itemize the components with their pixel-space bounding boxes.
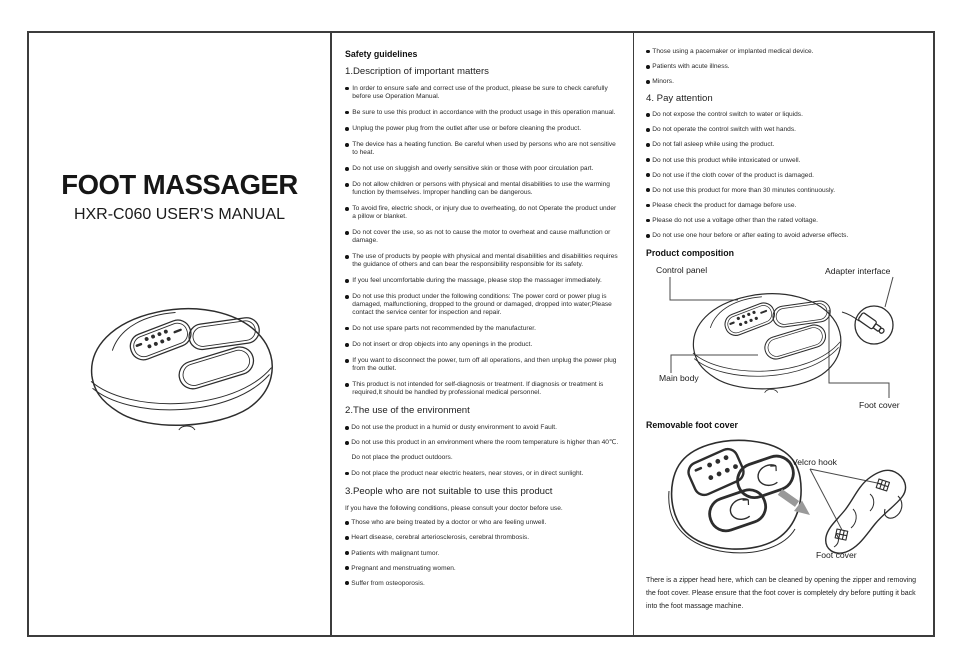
bullet-icon: [345, 167, 349, 171]
composition-heading: Product composition: [646, 247, 734, 258]
bullet-item: [646, 217, 924, 225]
bullet-text: Do not use if the cloth cover of the product is damaged.: [652, 171, 814, 179]
bullet-text: Suffer from osteoporosis.: [351, 579, 425, 587]
section3-intro: If you have the following conditions, please consult your doctor before use.: [345, 504, 563, 512]
manual-subtitle: HXR-C060 USER'S MANUAL: [73, 206, 286, 223]
bullet-item: [345, 357, 621, 372]
bullet-text: Please do not use a voltage other than the rated voltage.: [652, 216, 818, 224]
bullet-item: [345, 165, 621, 173]
removable-heading: Removable foot cover: [646, 419, 738, 430]
bullet-item: [345, 519, 621, 527]
bullet-text: Minors.: [652, 78, 674, 86]
bullet-icon: [646, 80, 650, 84]
bullet-text: Do not expose the control switch to water or liquids.: [652, 111, 803, 119]
bullet-item: [345, 229, 621, 244]
bullet-item: [345, 381, 621, 396]
bullet-icon: [345, 295, 349, 299]
bullet-text: Do not place the product near electric heaters, near stoves, or in direct sunlight.: [351, 469, 584, 477]
bullet-text: To avoid fire, electric shock, or injury due to overheating, do not Operate the product under a pillow or blanket.: [352, 205, 617, 221]
bullet-text: Do not use one hour before or after eating to avoid adverse effects.: [652, 232, 849, 240]
bullet-item: [646, 202, 924, 210]
bullet-icon: [345, 521, 349, 525]
bullet-item: [345, 109, 621, 117]
composition-line-drawing: [646, 262, 928, 414]
bullet-icon: [345, 231, 349, 235]
safety-heading: Safety guidelines: [345, 49, 418, 59]
cover-text-block: [29, 171, 330, 224]
bullet-icon: [345, 143, 349, 147]
bullet-text: Do not use this product while intoxicated or unwell.: [652, 156, 801, 164]
right-column: [633, 33, 933, 635]
bullet-icon: [646, 234, 650, 238]
bullet-icon: [646, 204, 650, 208]
bullet-text: Do not fall asleep while using the product.: [652, 141, 775, 149]
bullet-item: [646, 172, 924, 180]
bullet-icon: [345, 472, 349, 476]
bullet-item: [345, 534, 621, 542]
bullet-text: The device has a heating function. Be careful when used by persons who are not sensitive to heat.: [352, 141, 616, 157]
foot-massager-illustration: [85, 288, 281, 438]
bullet-icon: [646, 219, 650, 223]
bullet-icon: [345, 343, 349, 347]
bullet-icon: [345, 183, 349, 187]
bullet-icon: [345, 441, 349, 445]
removable-line-drawing: [646, 434, 928, 567]
section1-title: 1.Description of important matters: [345, 66, 489, 77]
bullet-icon: [646, 143, 650, 147]
bullet-item: [345, 470, 621, 478]
bullet-icon: [345, 127, 349, 131]
bullet-text: Patients with acute illness.: [652, 63, 730, 71]
bullet-icon: [646, 113, 650, 117]
bullet-item: [345, 205, 621, 220]
bullet-item: [646, 157, 924, 165]
section4-title: 4. Pay attention: [646, 93, 713, 105]
bullet-text: This product is not intended for self-diagnosis or treatment. If diagnosis or treatment is required,It should be handled by professional medical personnel.: [352, 381, 604, 396]
bullet-item: [345, 580, 621, 588]
bullet-item: [345, 341, 621, 349]
label-velcro-hook: Velcro hook: [792, 456, 837, 467]
label-main-body: Main body: [659, 372, 699, 383]
bullet-icon: [345, 359, 349, 363]
bullet-text: Those who are being treated by a doctor or who are feeling unwell.: [351, 519, 547, 527]
bullet-icon: [646, 128, 650, 132]
bullet-item: [345, 439, 621, 447]
bullet-item: [646, 141, 924, 149]
bullet-text: Be sure to use this product in accordance with the product usage in this operation manual.: [352, 108, 616, 116]
bullet-text: Do not insert or drop objects into any openings in the product.: [352, 341, 533, 349]
bullet-icon: [646, 65, 650, 69]
section3-bullet-list-continued: [646, 48, 924, 86]
label-foot-cover-detached: Foot cover: [816, 549, 857, 560]
removable-foot-cover-diagram: [646, 434, 928, 567]
bullet-item: [646, 126, 924, 134]
bullet-item: [345, 125, 621, 133]
section3-title: 3.People who are not suitable to use this product: [345, 485, 553, 497]
cover-panel: [29, 33, 330, 635]
bullet-text: Do not operate the control switch with wet hands.: [652, 126, 796, 134]
bullet-icon: [345, 255, 349, 259]
bullet-icon: [345, 279, 349, 283]
bullet-item: [345, 141, 621, 156]
safety-column: [331, 33, 633, 635]
bullet-text: In order to ensure safe and correct use of the product, please be sure to check carefully before use Operation Manual.: [352, 85, 608, 100]
bullet-text: If you want to disconnect the power, turn off all operations, and then unplug the power plug from the outlet.: [352, 357, 617, 372]
bullet-text: Do not use spare parts not recommended by the manufacturer.: [352, 324, 536, 332]
bullet-text: Do not use this product for more than 30 minutes continuously.: [652, 186, 836, 194]
bullet-icon: [345, 426, 349, 430]
bullet-icon: [646, 173, 650, 177]
section2-title: 2.The use of the environment: [345, 405, 470, 417]
bullet-text: Please check the product for damage before use.: [652, 201, 797, 209]
bullet-item: [345, 85, 621, 100]
bullet-text: Do not use this product in an environment where the room temperature is higher than 40℃.: [351, 439, 619, 447]
bullet-icon: [345, 327, 349, 331]
page-sheet: [27, 31, 935, 637]
bullet-text: Do not allow children or persons with physical and mental disabilities to use the warming function by themselves. Improper handling can be dangerous.: [352, 181, 610, 197]
bullet-text: Do not use this product under the following conditions: The power cord or power plug is damaged, malfunctioning, dropped to the ground or damaged, dropped into water;Please contact the service center for inspection and repair.: [352, 293, 612, 316]
bullet-item: [345, 565, 621, 573]
bullet-item: [646, 187, 924, 195]
label-adapter-interface: Adapter interface: [825, 265, 891, 276]
bullet-text: If you feel uncomfortable during the massage, please stop the massager immediately.: [352, 277, 602, 285]
label-foot-cover: Foot cover: [859, 399, 900, 410]
bullet-text: Those using a pacemaker or implanted medical device.: [652, 48, 814, 55]
bullet-text: Do not cover the use, so as not to cause the motor to overheat and cause malfunction or damage.: [352, 229, 611, 244]
section2-bullet-list: [345, 424, 621, 447]
bullet-text: The use of products by people with physical and mental disabilities and disabilities requires the guidance of others and can bear the responsibility responsible for its safety.: [352, 253, 618, 268]
section4-bullet-list: [646, 111, 924, 239]
section3-bullet-list: [345, 519, 621, 587]
bullet-icon: [345, 536, 349, 540]
section2-bullet-list-after: [345, 470, 621, 478]
bullet-text: Pregnant and menstruating women.: [351, 564, 456, 572]
section1-bullet-list: [345, 85, 621, 397]
bullet-icon: [345, 207, 349, 211]
bullet-icon: [345, 581, 349, 585]
product-title: FOOT MASSAGER: [61, 169, 298, 200]
bullet-text: Do not use on sluggish and overly sensitive skin or those with poor circulation part.: [352, 165, 594, 173]
bullet-item: [345, 181, 621, 196]
bullet-item: [345, 253, 621, 268]
zipper-note: There is a zipper head here, which can be cleaned by opening the zipper and removing the foot cover. Please ensure that the foot cover is completely dry before putting it back into the foot massage machine.: [646, 576, 917, 610]
bullet-icon: [345, 111, 349, 115]
bullet-item: [646, 232, 924, 240]
bullet-item: [646, 111, 924, 119]
bullet-item: [345, 550, 621, 558]
bullet-icon: [345, 566, 349, 570]
label-control-panel: Control panel: [656, 264, 708, 275]
bullet-text: Heart disease, cerebral arteriosclerosis, cerebral thrombosis.: [351, 534, 530, 542]
bullet-text: Patients with malignant tumor.: [351, 549, 440, 557]
bullet-item: [345, 424, 621, 432]
bullet-item: [646, 63, 924, 71]
bullet-icon: [646, 188, 650, 192]
bullet-icon: [345, 551, 349, 555]
bullet-item: [345, 277, 621, 285]
bullet-item: [646, 78, 924, 86]
bullet-icon: [345, 87, 349, 91]
bullet-text: Unplug the power plug from the outlet after use or before cleaning the product.: [352, 125, 582, 133]
product-composition-diagram: [646, 262, 928, 414]
bullet-item: [345, 325, 621, 333]
bullet-icon: [646, 50, 650, 54]
bullet-text: Do not use the product in a humid or dusty environment to avoid Fault.: [351, 424, 557, 432]
bullet-icon: [646, 158, 650, 162]
section2-note: Do not place the product outdoors.: [351, 454, 453, 462]
bullet-icon: [345, 383, 349, 387]
bullet-item: [345, 293, 621, 316]
bullet-item: [646, 48, 924, 56]
